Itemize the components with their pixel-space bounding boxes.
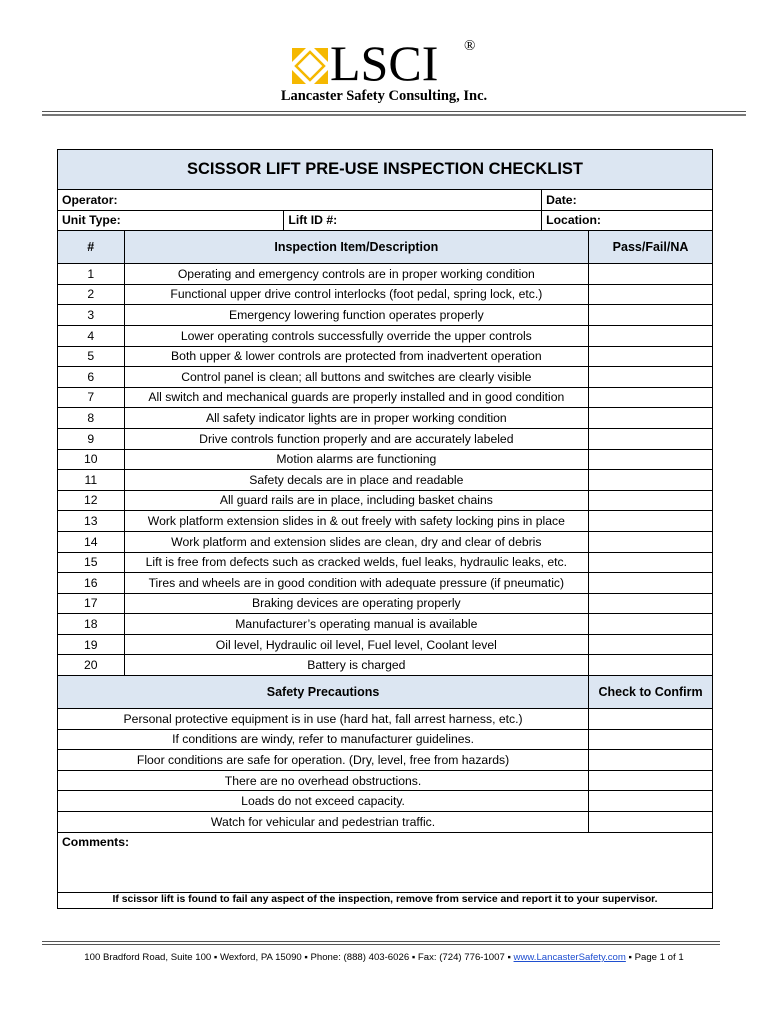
precautions-header: Safety Precautions — [58, 676, 589, 709]
inspection-item-number: 18 — [58, 614, 125, 635]
footer-divider-lower — [42, 944, 720, 945]
inspection-item-number: 11 — [58, 470, 125, 491]
precaution-row — [58, 709, 713, 730]
confirm-check-cell[interactable] — [589, 729, 713, 750]
inspection-item-description: Oil level, Hydraulic oil level, Fuel level, Coolant level — [124, 634, 589, 655]
footer-address: 100 Bradford Road, Suite 100 ▪ Wexford, PA 15090 ▪ Phone: (888) 403-6026 ▪ Fax: (724) 776-1007 ▪ — [84, 952, 514, 963]
inspection-item-description: Operating and emergency controls are in proper working condition — [124, 264, 589, 285]
pass-fail-na-cell[interactable] — [589, 573, 713, 594]
pass-fail-na-cell[interactable] — [589, 346, 713, 367]
pass-fail-na-cell[interactable] — [589, 655, 713, 676]
inspection-row — [58, 428, 713, 449]
inspection-item-number: 5 — [58, 346, 125, 367]
inspection-row — [58, 593, 713, 614]
inspection-item-number: 13 — [58, 511, 125, 532]
pass-fail-na-cell[interactable] — [589, 305, 713, 326]
inspection-item-description: Work platform and extension slides are clean, dry and clear of debris — [124, 531, 589, 552]
confirm-check-cell[interactable] — [589, 709, 713, 730]
inspection-item-description: Emergency lowering function operates properly — [124, 305, 589, 326]
check-to-confirm-header: Check to Confirm — [589, 676, 713, 709]
inspection-item-number: 20 — [58, 655, 125, 676]
precaution-text: Watch for vehicular and pedestrian traffic. — [58, 812, 589, 833]
inspection-row — [58, 305, 713, 326]
operator-field[interactable] — [58, 190, 542, 211]
column-header-number: # — [58, 231, 125, 264]
confirm-check-cell[interactable] — [589, 750, 713, 771]
registered-mark: ® — [464, 38, 476, 54]
precaution-text: Loads do not exceed capacity. — [58, 791, 589, 812]
pass-fail-na-cell[interactable] — [589, 490, 713, 511]
inspection-item-description: Braking devices are operating properly — [124, 593, 589, 614]
inspection-item-description: Work platform extension slides in & out freely with safety locking pins in place — [124, 511, 589, 532]
pass-fail-na-cell[interactable] — [589, 408, 713, 429]
inspection-item-number: 4 — [58, 325, 125, 346]
precaution-row — [58, 812, 713, 833]
inspection-item-description: Lower operating controls successfully override the upper controls — [124, 325, 589, 346]
precaution-row — [58, 791, 713, 812]
date-field[interactable] — [542, 190, 713, 211]
inspection-row — [58, 511, 713, 532]
inspection-item-number: 8 — [58, 408, 125, 429]
inspection-item-description: All safety indicator lights are in proper working condition — [124, 408, 589, 429]
form-title: SCISSOR LIFT PRE-USE INSPECTION CHECKLIST — [58, 150, 713, 190]
inspection-row — [58, 531, 713, 552]
pass-fail-na-cell[interactable] — [589, 449, 713, 470]
inspection-item-description: Drive controls function properly and are accurately labeled — [124, 428, 589, 449]
inspection-item-number: 14 — [58, 531, 125, 552]
comments-field[interactable] — [58, 832, 713, 892]
company-name: Lancaster Safety Consulting, Inc. — [280, 88, 488, 104]
inspection-row — [58, 634, 713, 655]
inspection-row — [58, 573, 713, 594]
operator-label: Operator: — [62, 192, 118, 207]
inspection-item-description: Motion alarms are functioning — [124, 449, 589, 470]
unit-type-label: Unit Type: — [62, 213, 121, 228]
column-header-status: Pass/Fail/NA — [589, 231, 713, 264]
header-divider — [42, 111, 746, 112]
inspection-item-description: Tires and wheels are in good condition with adequate pressure (if pneumatic) — [124, 573, 589, 594]
pass-fail-na-cell[interactable] — [589, 511, 713, 532]
confirm-check-cell[interactable] — [589, 791, 713, 812]
inspection-item-description: Battery is charged — [124, 655, 589, 676]
inspection-row — [58, 346, 713, 367]
lift-id-label: Lift ID #: — [288, 213, 338, 228]
comments-label: Comments: — [62, 834, 130, 849]
page-footer — [0, 952, 768, 963]
inspection-item-number: 9 — [58, 428, 125, 449]
precaution-text: If conditions are windy, refer to manufacturer guidelines. — [58, 729, 589, 750]
inspection-row — [58, 470, 713, 491]
diamond-logo-icon — [292, 48, 328, 84]
column-header-item: Inspection Item/Description — [124, 231, 589, 264]
inspection-item-number: 2 — [58, 284, 125, 305]
inspection-row — [58, 552, 713, 573]
inspection-row — [58, 284, 713, 305]
confirm-check-cell[interactable] — [589, 812, 713, 833]
precaution-text: There are no overhead obstructions. — [58, 770, 589, 791]
pass-fail-na-cell[interactable] — [589, 593, 713, 614]
pass-fail-na-cell[interactable] — [589, 531, 713, 552]
inspection-row — [58, 325, 713, 346]
unit-type-field[interactable] — [58, 210, 284, 231]
pass-fail-na-cell[interactable] — [589, 614, 713, 635]
website-link[interactable]: www.LancasterSafety.com — [513, 952, 626, 963]
pass-fail-na-cell[interactable] — [589, 264, 713, 285]
date-label: Date: — [546, 192, 577, 207]
pass-fail-na-cell[interactable] — [589, 367, 713, 388]
inspection-item-description: Both upper & lower controls are protected from inadvertent operation — [124, 346, 589, 367]
inspection-item-number: 19 — [58, 634, 125, 655]
location-field[interactable] — [542, 210, 713, 231]
pass-fail-na-cell[interactable] — [589, 387, 713, 408]
inspection-item-number: 7 — [58, 387, 125, 408]
inspection-item-number: 12 — [58, 490, 125, 511]
location-label: Location: — [546, 213, 601, 228]
confirm-check-cell[interactable] — [589, 770, 713, 791]
inspection-item-description: Control panel is clean; all buttons and switches are clearly visible — [124, 367, 589, 388]
inspection-row — [58, 367, 713, 388]
footer-divider — [42, 941, 720, 942]
inspection-row — [58, 490, 713, 511]
logo-wordmark: LSCI — [330, 35, 439, 91]
inspection-item-number: 16 — [58, 573, 125, 594]
inspection-item-description: All switch and mechanical guards are properly installed and in good condition — [124, 387, 589, 408]
pass-fail-na-cell[interactable] — [589, 552, 713, 573]
inspection-item-description: Functional upper drive control interlocks (foot pedal, spring lock, etc.) — [124, 284, 589, 305]
pass-fail-na-cell[interactable] — [589, 470, 713, 491]
precaution-row — [58, 729, 713, 750]
failure-warning: If scissor lift is found to fail any aspect of the inspection, remove from service and report it to your supervisor. — [58, 892, 713, 908]
header-divider-thick — [42, 114, 746, 116]
inspection-row — [58, 614, 713, 635]
inspection-item-number: 3 — [58, 305, 125, 326]
pass-fail-na-cell[interactable] — [589, 428, 713, 449]
inspection-row — [58, 449, 713, 470]
inspection-row — [58, 264, 713, 285]
inspection-item-number: 17 — [58, 593, 125, 614]
inspection-form — [57, 149, 713, 909]
inspection-row — [58, 655, 713, 676]
inspection-item-number: 15 — [58, 552, 125, 573]
inspection-item-number: 6 — [58, 367, 125, 388]
precaution-text: Personal protective equipment is in use (hard hat, fall arrest harness, etc.) — [58, 709, 589, 730]
precaution-row — [58, 750, 713, 771]
inspection-item-number: 1 — [58, 264, 125, 285]
pass-fail-na-cell[interactable] — [589, 634, 713, 655]
inspection-item-description: Lift is free from defects such as cracked welds, fuel leaks, hydraulic leaks, etc. — [124, 552, 589, 573]
footer-page-number: ▪ Page 1 of 1 — [625, 952, 684, 963]
lift-id-field[interactable] — [284, 210, 542, 231]
pass-fail-na-cell[interactable] — [589, 325, 713, 346]
precaution-text: Floor conditions are safe for operation. (Dry, level, free from hazards) — [58, 750, 589, 771]
inspection-item-number: 10 — [58, 449, 125, 470]
inspection-item-description: Safety decals are in place and readable — [124, 470, 589, 491]
inspection-item-description: Manufacturer’s operating manual is available — [124, 614, 589, 635]
inspection-item-description: All guard rails are in place, including basket chains — [124, 490, 589, 511]
inspection-row — [58, 408, 713, 429]
pass-fail-na-cell[interactable] — [589, 284, 713, 305]
inspection-row — [58, 387, 713, 408]
precaution-row — [58, 770, 713, 791]
